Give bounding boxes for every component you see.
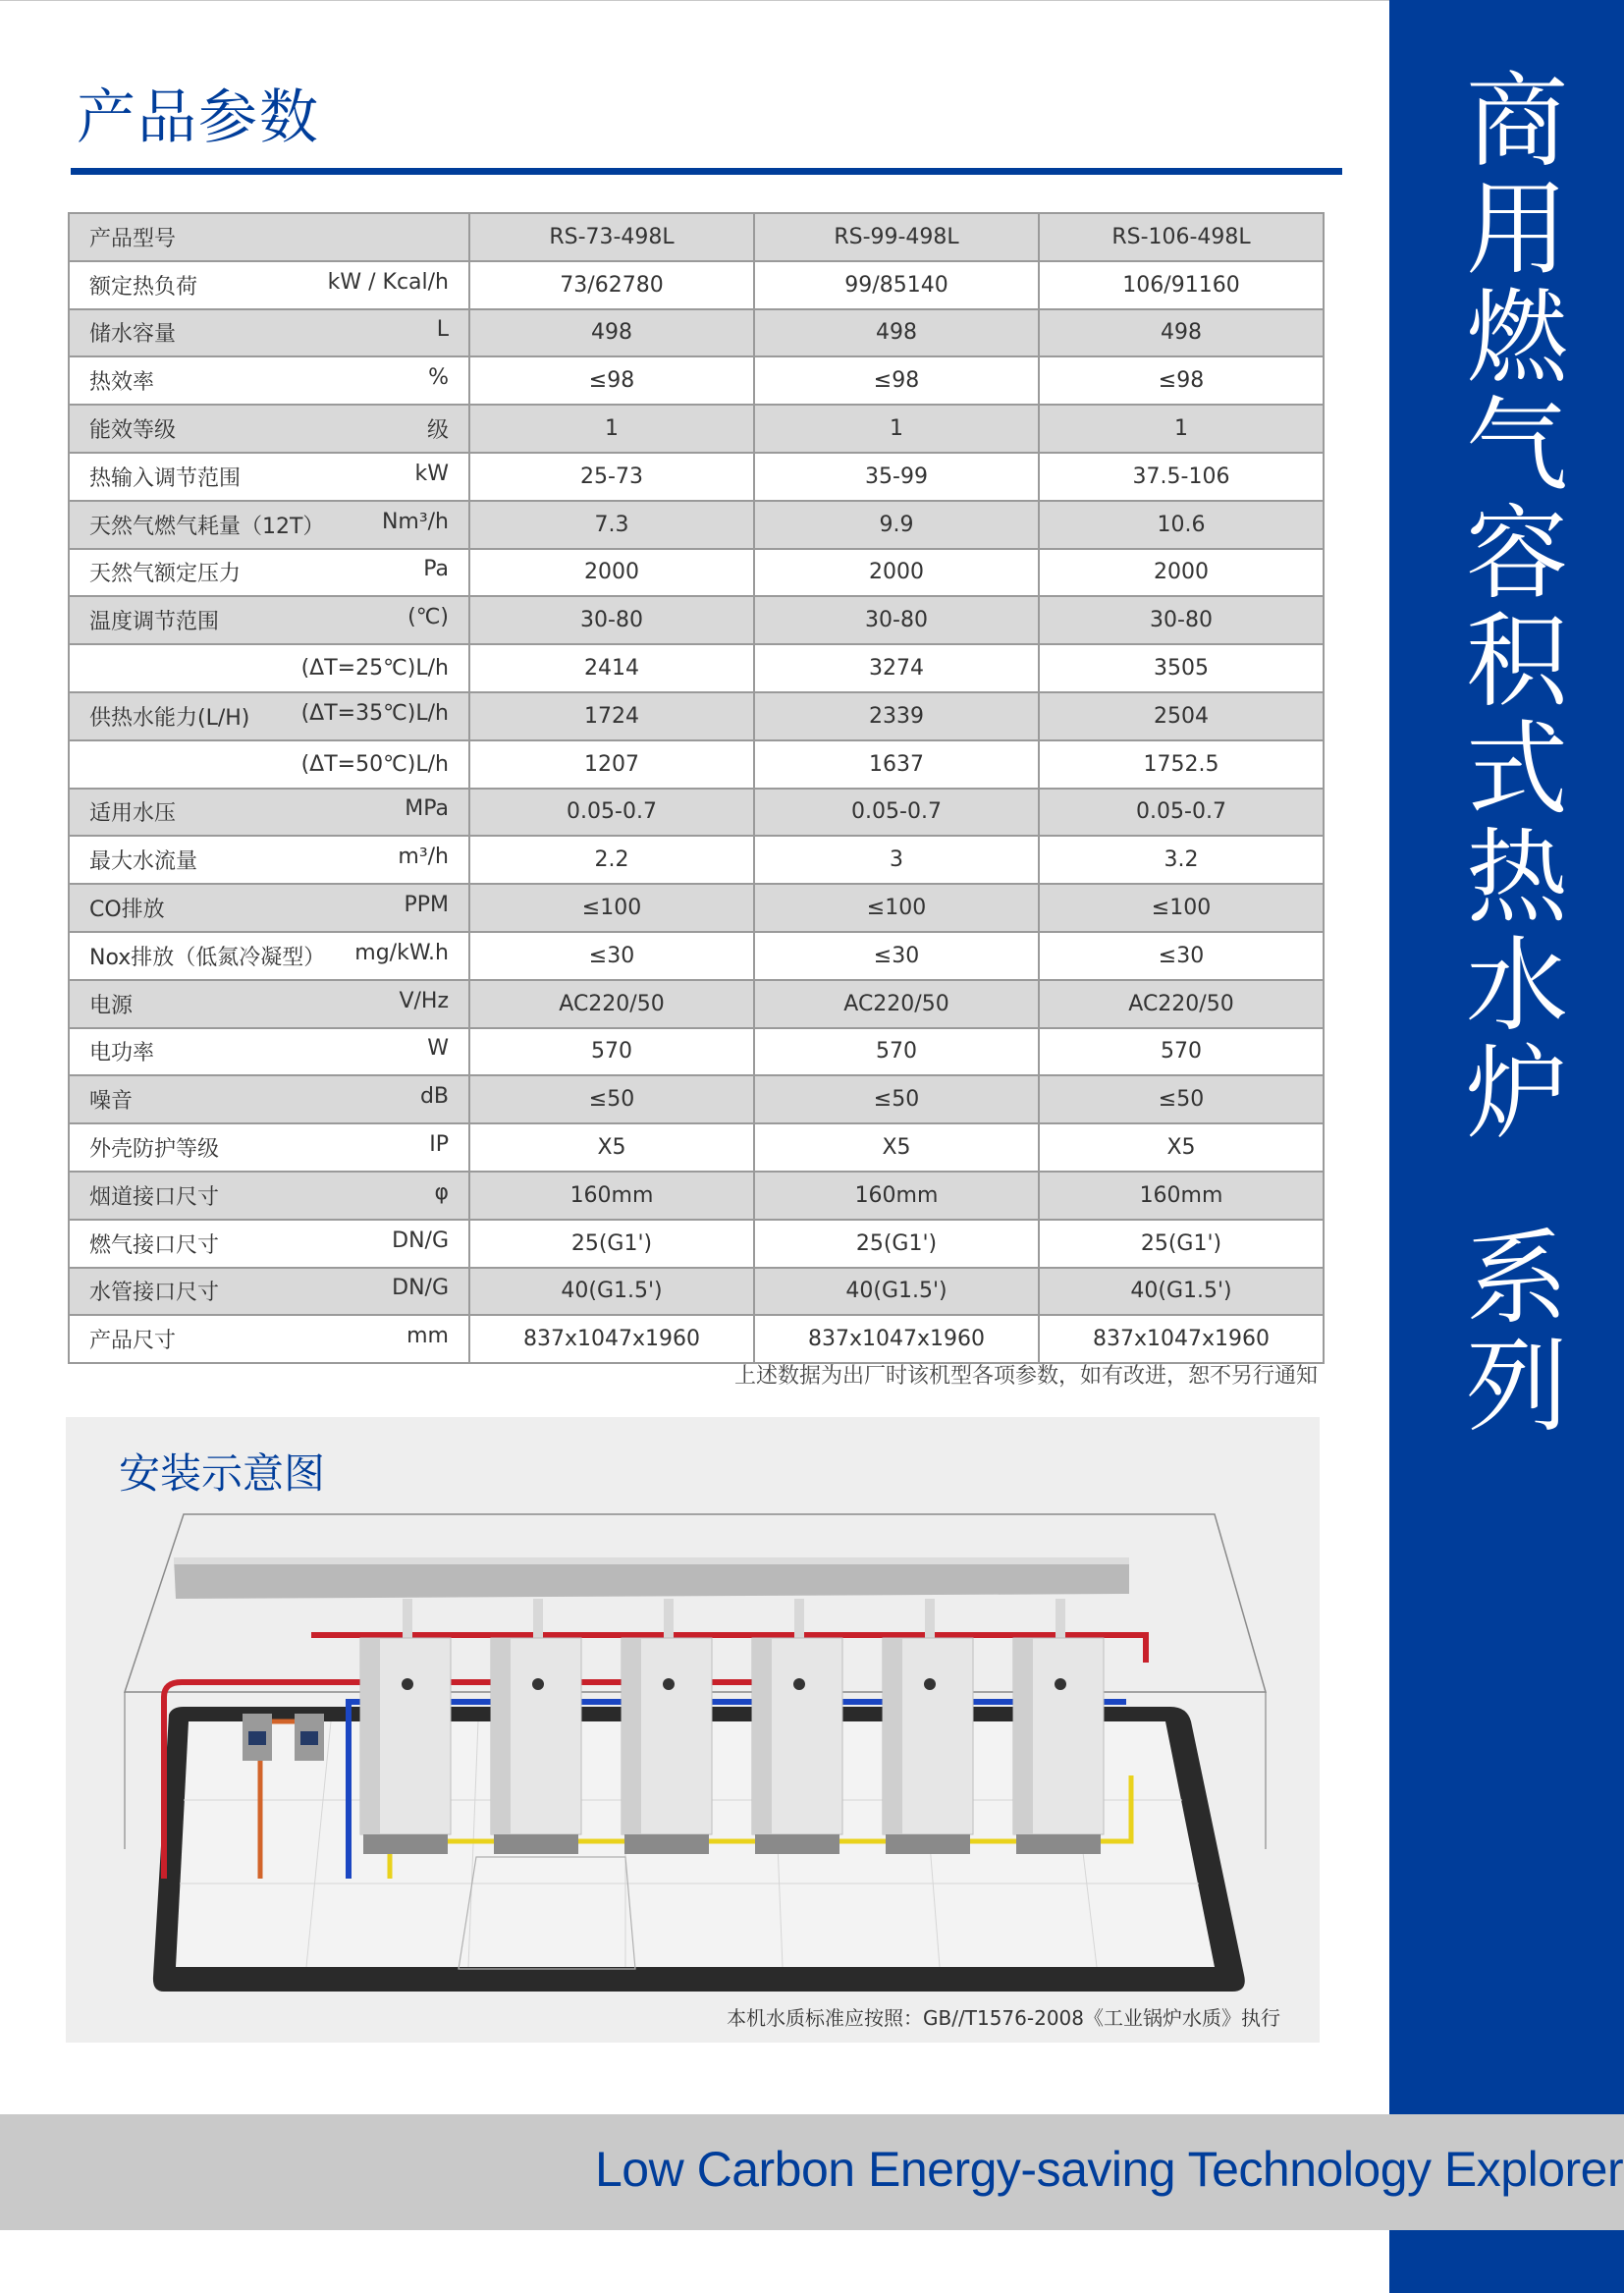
value-cell: 0.05-0.7	[469, 789, 754, 837]
param-unit: dB	[419, 1084, 449, 1110]
table-row	[69, 261, 1324, 309]
param-unit: V/Hz	[399, 988, 449, 1013]
value-cell: X5	[1039, 1123, 1324, 1172]
param-cell	[69, 884, 469, 932]
param-name: 产品尺寸	[89, 1329, 177, 1354]
table-row	[69, 453, 1324, 501]
table-row	[69, 740, 1324, 789]
value-cell: 1637	[754, 740, 1039, 789]
param-name: 电功率	[89, 1041, 155, 1066]
value-cell: ≤98	[754, 356, 1039, 405]
value-cell: 570	[754, 1028, 1039, 1076]
param-cell	[69, 1315, 469, 1363]
param-cell	[69, 549, 469, 597]
value-cell: 40(G1.5')	[1039, 1268, 1324, 1316]
value-cell: ≤100	[469, 884, 754, 932]
param-cell	[69, 501, 469, 549]
param-cell	[69, 1028, 469, 1076]
table-row	[69, 1220, 1324, 1268]
param-name: 噪音	[89, 1089, 134, 1115]
value-cell: 7.3	[469, 501, 754, 549]
param-unit: mm	[406, 1324, 449, 1349]
param-unit: %	[428, 365, 449, 391]
param-unit: L	[436, 317, 449, 343]
param-name: CO排放	[89, 898, 165, 923]
install-diagram	[66, 1417, 1320, 2043]
value-cell: 498	[469, 309, 754, 357]
param-unit: kW / Kcal/h	[327, 269, 449, 295]
value-cell: AC220/50	[469, 980, 754, 1028]
value-cell: 2000	[754, 549, 1039, 597]
param-name: 供热水能力(L/H)	[89, 705, 250, 731]
param-unit: Nm³/h	[381, 509, 449, 534]
pump-motor	[300, 1731, 318, 1745]
param-cell	[69, 309, 469, 357]
value-cell: 0.05-0.7	[1039, 789, 1324, 837]
param-cell	[69, 836, 469, 884]
value-cell: 837x1047x1960	[1039, 1315, 1324, 1363]
value-cell: 25(G1')	[754, 1220, 1039, 1268]
param-name: 天然气燃气耗量（12T）	[89, 514, 325, 539]
value-cell: 2414	[469, 644, 754, 692]
install-panel	[66, 1417, 1320, 2043]
table-row	[69, 1075, 1324, 1123]
param-name: 外壳防护等级	[89, 1137, 220, 1163]
value-cell: 3505	[1039, 644, 1324, 692]
model-cell: RS-106-498L	[1039, 213, 1324, 261]
table-row	[69, 1172, 1324, 1220]
param-unit: MPa	[405, 796, 449, 822]
value-cell: 3	[754, 836, 1039, 884]
table-row	[69, 405, 1324, 453]
param-unit: (ΔT=35℃)L/h	[300, 700, 449, 726]
install-caption: 本机水质标准应按照：GB//T1576-2008《工业锅炉水质》执行	[727, 2006, 1280, 2030]
value-cell: 1752.5	[1039, 740, 1324, 789]
side-title: 商用燃气容积式热水炉 系列	[1448, 67, 1568, 1441]
value-cell: ≤100	[1039, 884, 1324, 932]
value-cell: 2.2	[469, 836, 754, 884]
param-cell	[69, 405, 469, 453]
param-name: Nox排放（低氮冷凝型）	[89, 945, 326, 970]
value-cell: 106/91160	[1039, 261, 1324, 309]
value-cell: ≤30	[1039, 932, 1324, 980]
value-cell: 9.9	[754, 501, 1039, 549]
spec-table-body	[69, 213, 1324, 1363]
page-title: 产品参数	[77, 83, 320, 152]
value-cell: ≤98	[1039, 356, 1324, 405]
param-name: 温度调节范围	[89, 610, 220, 635]
param-cell	[69, 692, 469, 740]
value-cell: 3.2	[1039, 836, 1324, 884]
value-cell: 498	[1039, 309, 1324, 357]
flue-header-top	[174, 1557, 1129, 1564]
table-row	[69, 980, 1324, 1028]
param-name: 热输入调节范围	[89, 465, 242, 491]
value-cell: 1	[1039, 405, 1324, 453]
table-row	[69, 549, 1324, 597]
value-cell: 99/85140	[754, 261, 1039, 309]
param-cell	[69, 596, 469, 644]
title-divider	[71, 168, 1342, 175]
param-unit: (℃)	[407, 605, 449, 630]
value-cell: 2000	[469, 549, 754, 597]
param-unit: kW	[414, 461, 449, 486]
value-cell: X5	[469, 1123, 754, 1172]
param-cell	[69, 1172, 469, 1220]
value-cell: ≤100	[754, 884, 1039, 932]
value-cell: 25(G1')	[1039, 1220, 1324, 1268]
param-name: 能效等级	[89, 418, 177, 444]
param-name: 天然气额定压力	[89, 562, 242, 587]
param-name: 储水容量	[89, 322, 177, 348]
value-cell: 30-80	[754, 596, 1039, 644]
value-cell: 570	[1039, 1028, 1324, 1076]
param-cell	[69, 356, 469, 405]
value-cell: 40(G1.5')	[754, 1268, 1039, 1316]
table-row	[69, 884, 1324, 932]
value-cell: ≤30	[754, 932, 1039, 980]
spec-table	[68, 212, 1325, 1364]
param-unit: mg/kW.h	[354, 940, 449, 965]
param-cell	[69, 740, 469, 789]
value-cell: 498	[754, 309, 1039, 357]
value-cell: ≤98	[469, 356, 754, 405]
header-param-cell	[69, 213, 469, 261]
param-unit: 级	[426, 418, 449, 444]
table-row	[69, 644, 1324, 692]
table-note: 上述数据为出厂时该机型各项参数，如有改进，恕不另行通知	[733, 1364, 1318, 1389]
value-cell: 73/62780	[469, 261, 754, 309]
value-cell: ≤50	[754, 1075, 1039, 1123]
table-row	[69, 356, 1324, 405]
param-unit: DN/G	[392, 1228, 449, 1253]
value-cell: 35-99	[754, 453, 1039, 501]
param-cell	[69, 1220, 469, 1268]
param-name: 水管接口尺寸	[89, 1281, 220, 1306]
header-param-label: 产品型号	[89, 226, 177, 251]
param-unit: (ΔT=25℃)L/h	[300, 656, 449, 682]
param-name: 电源	[89, 993, 134, 1018]
table-row	[69, 692, 1324, 740]
table-row	[69, 836, 1324, 884]
slogan: Low Carbon Energy-saving Technology Explorer	[595, 2142, 1624, 2197]
value-cell: 2504	[1039, 692, 1324, 740]
value-cell: 160mm	[469, 1172, 754, 1220]
model-cell: RS-99-498L	[754, 213, 1039, 261]
table-row	[69, 789, 1324, 837]
value-cell: ≤50	[1039, 1075, 1324, 1123]
param-cell	[69, 932, 469, 980]
value-cell: 30-80	[1039, 596, 1324, 644]
table-row	[69, 1123, 1324, 1172]
value-cell: 160mm	[1039, 1172, 1324, 1220]
param-cell	[69, 1075, 469, 1123]
value-cell: 837x1047x1960	[754, 1315, 1039, 1363]
param-unit: W	[427, 1036, 449, 1062]
param-name: 烟道接口尺寸	[89, 1184, 220, 1210]
value-cell: 30-80	[469, 596, 754, 644]
param-unit: DN/G	[392, 1276, 449, 1301]
table-row	[69, 932, 1324, 980]
top-border-line	[0, 0, 1389, 1]
param-name: 最大水流量	[89, 849, 198, 875]
value-cell: 2000	[1039, 549, 1324, 597]
value-cell: 570	[469, 1028, 754, 1076]
value-cell: 10.6	[1039, 501, 1324, 549]
table-row	[69, 501, 1324, 549]
value-cell: 2339	[754, 692, 1039, 740]
param-unit: Pa	[423, 557, 449, 582]
value-cell: 1724	[469, 692, 754, 740]
table-header-row	[69, 213, 1324, 261]
value-cell: ≤30	[469, 932, 754, 980]
table-row	[69, 1028, 1324, 1076]
param-cell	[69, 980, 469, 1028]
param-cell	[69, 644, 469, 692]
param-cell	[69, 789, 469, 837]
model-cell: RS-73-498L	[469, 213, 754, 261]
value-cell: 25(G1')	[469, 1220, 754, 1268]
param-unit: φ	[434, 1179, 449, 1205]
value-cell: 37.5-106	[1039, 453, 1324, 501]
table-row	[69, 309, 1324, 357]
param-cell	[69, 453, 469, 501]
value-cell: AC220/50	[754, 980, 1039, 1028]
value-cell: 1207	[469, 740, 754, 789]
value-cell: 0.05-0.7	[754, 789, 1039, 837]
param-cell	[69, 1268, 469, 1316]
value-cell: 3274	[754, 644, 1039, 692]
param-name: 额定热负荷	[89, 274, 198, 300]
param-name: 热效率	[89, 370, 155, 396]
value-cell: AC220/50	[1039, 980, 1324, 1028]
table-row	[69, 1268, 1324, 1316]
value-cell: 1	[754, 405, 1039, 453]
param-unit: IP	[429, 1132, 449, 1158]
value-cell: 160mm	[754, 1172, 1039, 1220]
table-row	[69, 1315, 1324, 1363]
value-cell: X5	[754, 1123, 1039, 1172]
param-unit: m³/h	[398, 845, 449, 870]
value-cell: 1	[469, 405, 754, 453]
param-unit: (ΔT=50℃)L/h	[300, 751, 449, 777]
param-name: 燃气接口尺寸	[89, 1232, 220, 1258]
param-unit: PPM	[404, 893, 449, 918]
param-cell	[69, 1123, 469, 1172]
table-row	[69, 596, 1324, 644]
install-title: 安装示意图	[119, 1449, 326, 1498]
param-cell	[69, 261, 469, 309]
value-cell: 837x1047x1960	[469, 1315, 754, 1363]
param-name: 适用水压	[89, 801, 177, 827]
pump-motor	[248, 1731, 266, 1745]
value-cell: 40(G1.5')	[469, 1268, 754, 1316]
value-cell: ≤50	[469, 1075, 754, 1123]
value-cell: 25-73	[469, 453, 754, 501]
